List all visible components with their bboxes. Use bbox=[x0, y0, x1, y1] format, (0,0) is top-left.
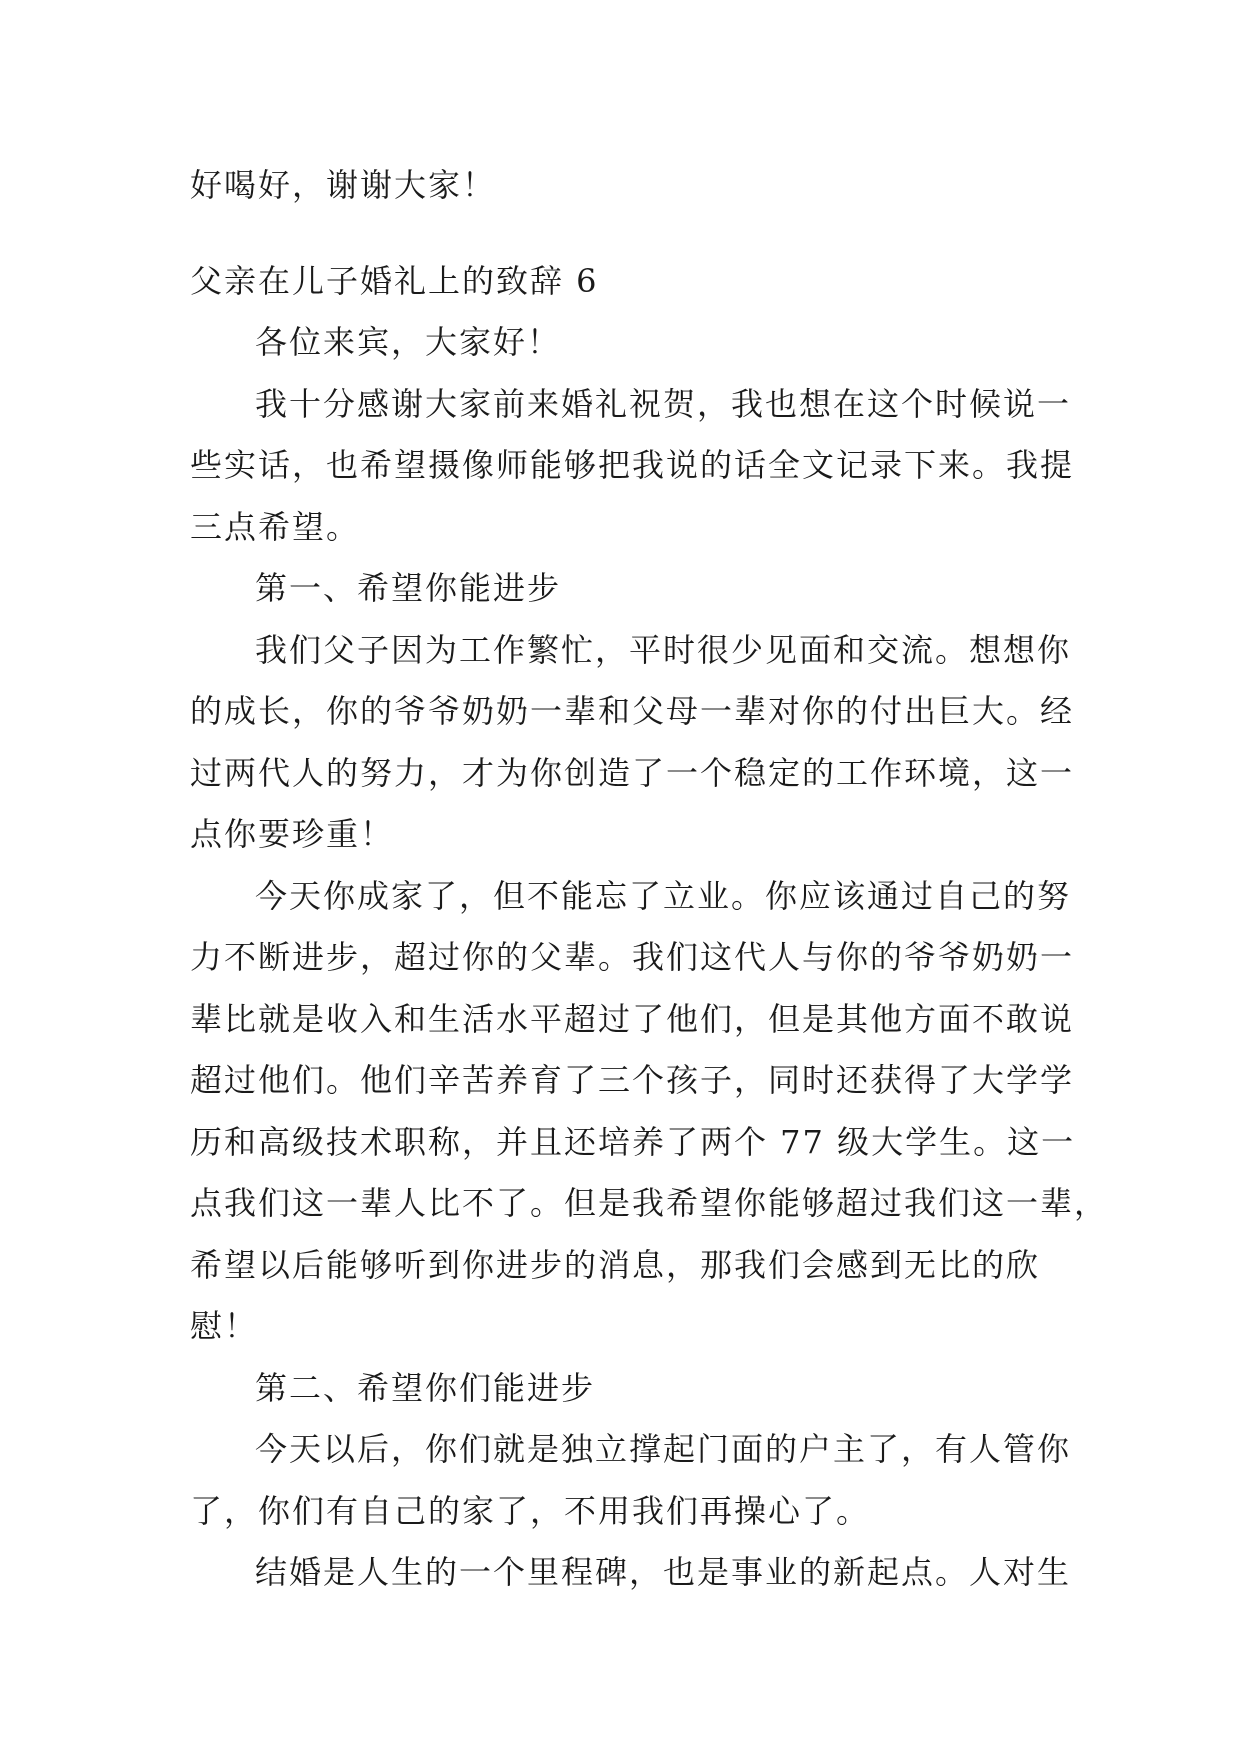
paragraph-line: 力不断进步，超过你的父辈。我们这代人与你的爷爷奶奶一 bbox=[190, 938, 1075, 976]
paragraph-line: 辈比就是收入和生活水平超过了他们，但是其他方面不敢说 bbox=[190, 999, 1075, 1038]
paragraph-line: 点你要珍重！ bbox=[190, 815, 395, 853]
paragraph-line: 超过他们。他们辛苦养育了三个孩子，同时还获得了大学学 bbox=[190, 1061, 1075, 1099]
paragraph-line: 三点希望。 bbox=[190, 507, 361, 546]
paragraph-line: 今天以后，你们就是独立撑起门面的户主了，有人管你 bbox=[255, 1430, 1072, 1468]
paragraph-line: 我们父子因为工作繁忙，平时很少见面和交流。想想你 bbox=[255, 630, 1072, 669]
paragraph-line: 过两代人的努力，才为你创造了一个稳定的工作环境，这一 bbox=[190, 753, 1075, 792]
section-gap bbox=[190, 217, 1060, 251]
paragraph-line: 各位来宾，大家好！ bbox=[255, 323, 562, 361]
paragraph-line: 今天你成家了，但不能忘了立业。你应该通过自己的努 bbox=[255, 876, 1072, 915]
paragraph-line: 点我们这一辈人比不了。但是我希望你能够超过我们这一辈， bbox=[190, 1184, 1109, 1222]
paragraph-line: 希望以后能够听到你进步的消息，那我们会感到无比的欣 bbox=[190, 1245, 1041, 1284]
subheading: 第二、希望你们能进步 bbox=[255, 1368, 596, 1407]
paragraph-line: 了，你们有自己的家了，不用我们再操心了。 bbox=[190, 1491, 871, 1530]
subheading: 第一、希望你能进步 bbox=[255, 569, 562, 607]
closing-line: 好喝好，谢谢大家！ bbox=[190, 166, 497, 204]
document-body bbox=[190, 155, 1109, 1604]
paragraph-line: 历和高级技术职称，并且还培养了两个 77 级大学生。这一 bbox=[190, 1122, 1076, 1161]
paragraph-line: 我十分感谢大家前来婚礼祝贺，我也想在这个时候说一 bbox=[255, 384, 1072, 423]
paragraph-line: 些实话，也希望摄像师能够把我说的话全文记录下来。我提 bbox=[190, 446, 1075, 484]
section-title: 父亲在儿子婚礼上的致辞 6 bbox=[190, 261, 599, 300]
paragraph-line: 结婚是人生的一个里程碑，也是事业的新起点。人对生 bbox=[255, 1553, 1072, 1591]
paragraph-line: 的成长，你的爷爷奶奶一辈和父母一辈对你的付出巨大。经 bbox=[190, 692, 1075, 730]
paragraph-line: 慰！ bbox=[190, 1307, 259, 1345]
